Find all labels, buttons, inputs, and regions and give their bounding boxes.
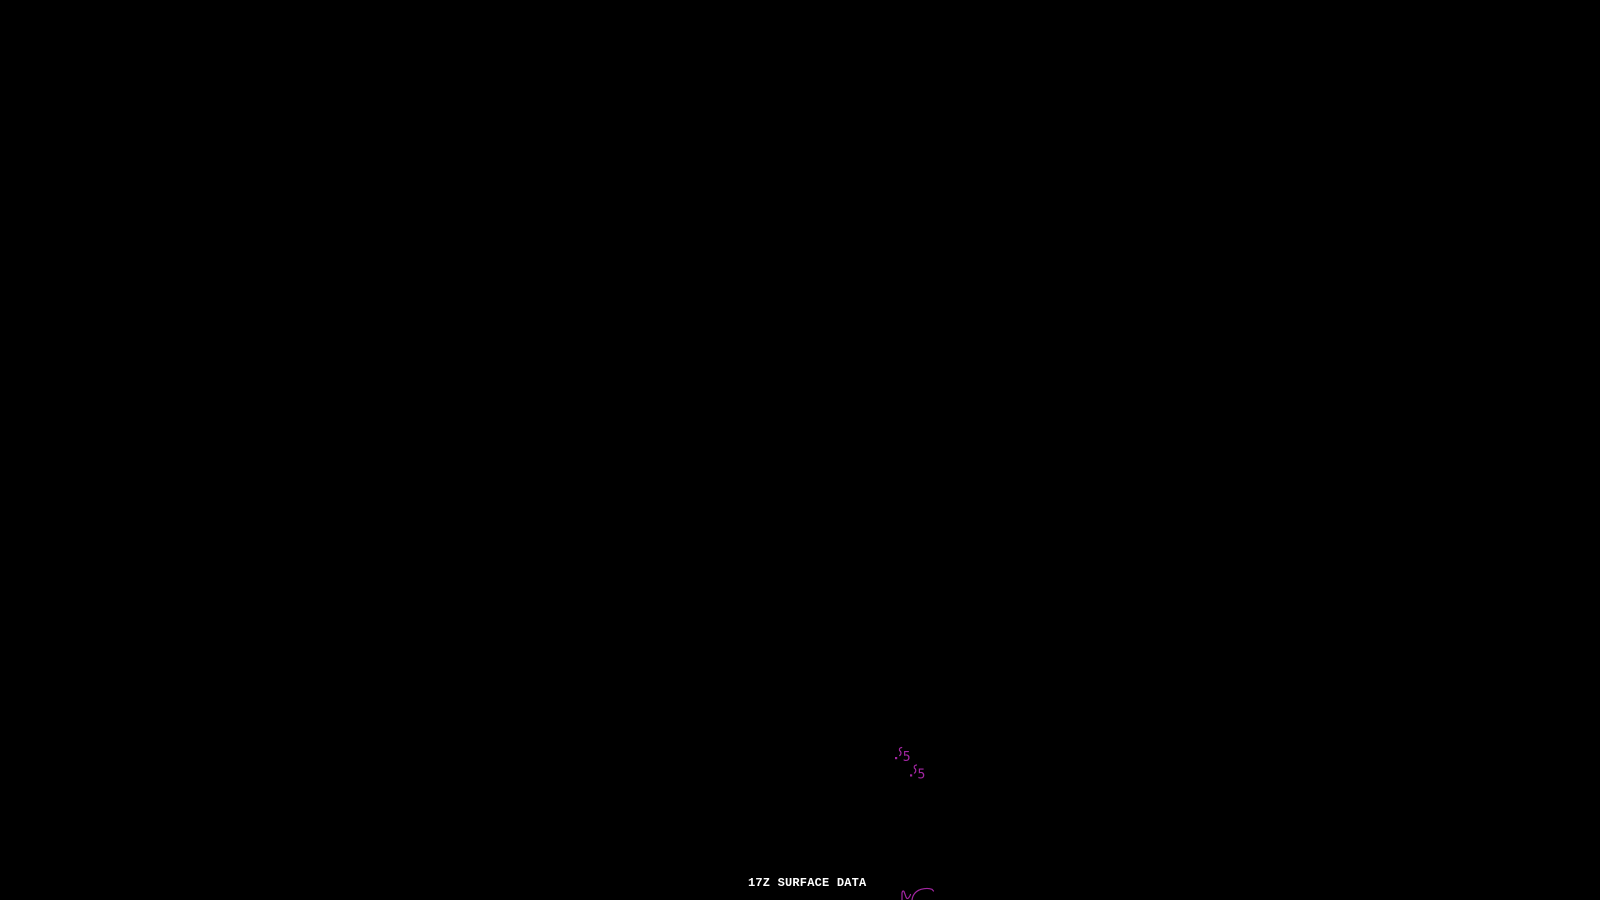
station-dot-icon: [895, 757, 897, 759]
drizzle-symbol-icon: [899, 748, 901, 756]
station-value: 5: [917, 767, 926, 783]
station-plot: [910, 765, 925, 783]
isopleth-curve-fragment: [902, 888, 934, 900]
map-title: 17Z SURFACE DATA: [748, 876, 867, 890]
drizzle-symbol-icon: [914, 765, 916, 773]
station-dot-icon: [910, 774, 912, 776]
station-plot: [895, 748, 911, 766]
station-value: 5: [902, 750, 911, 765]
